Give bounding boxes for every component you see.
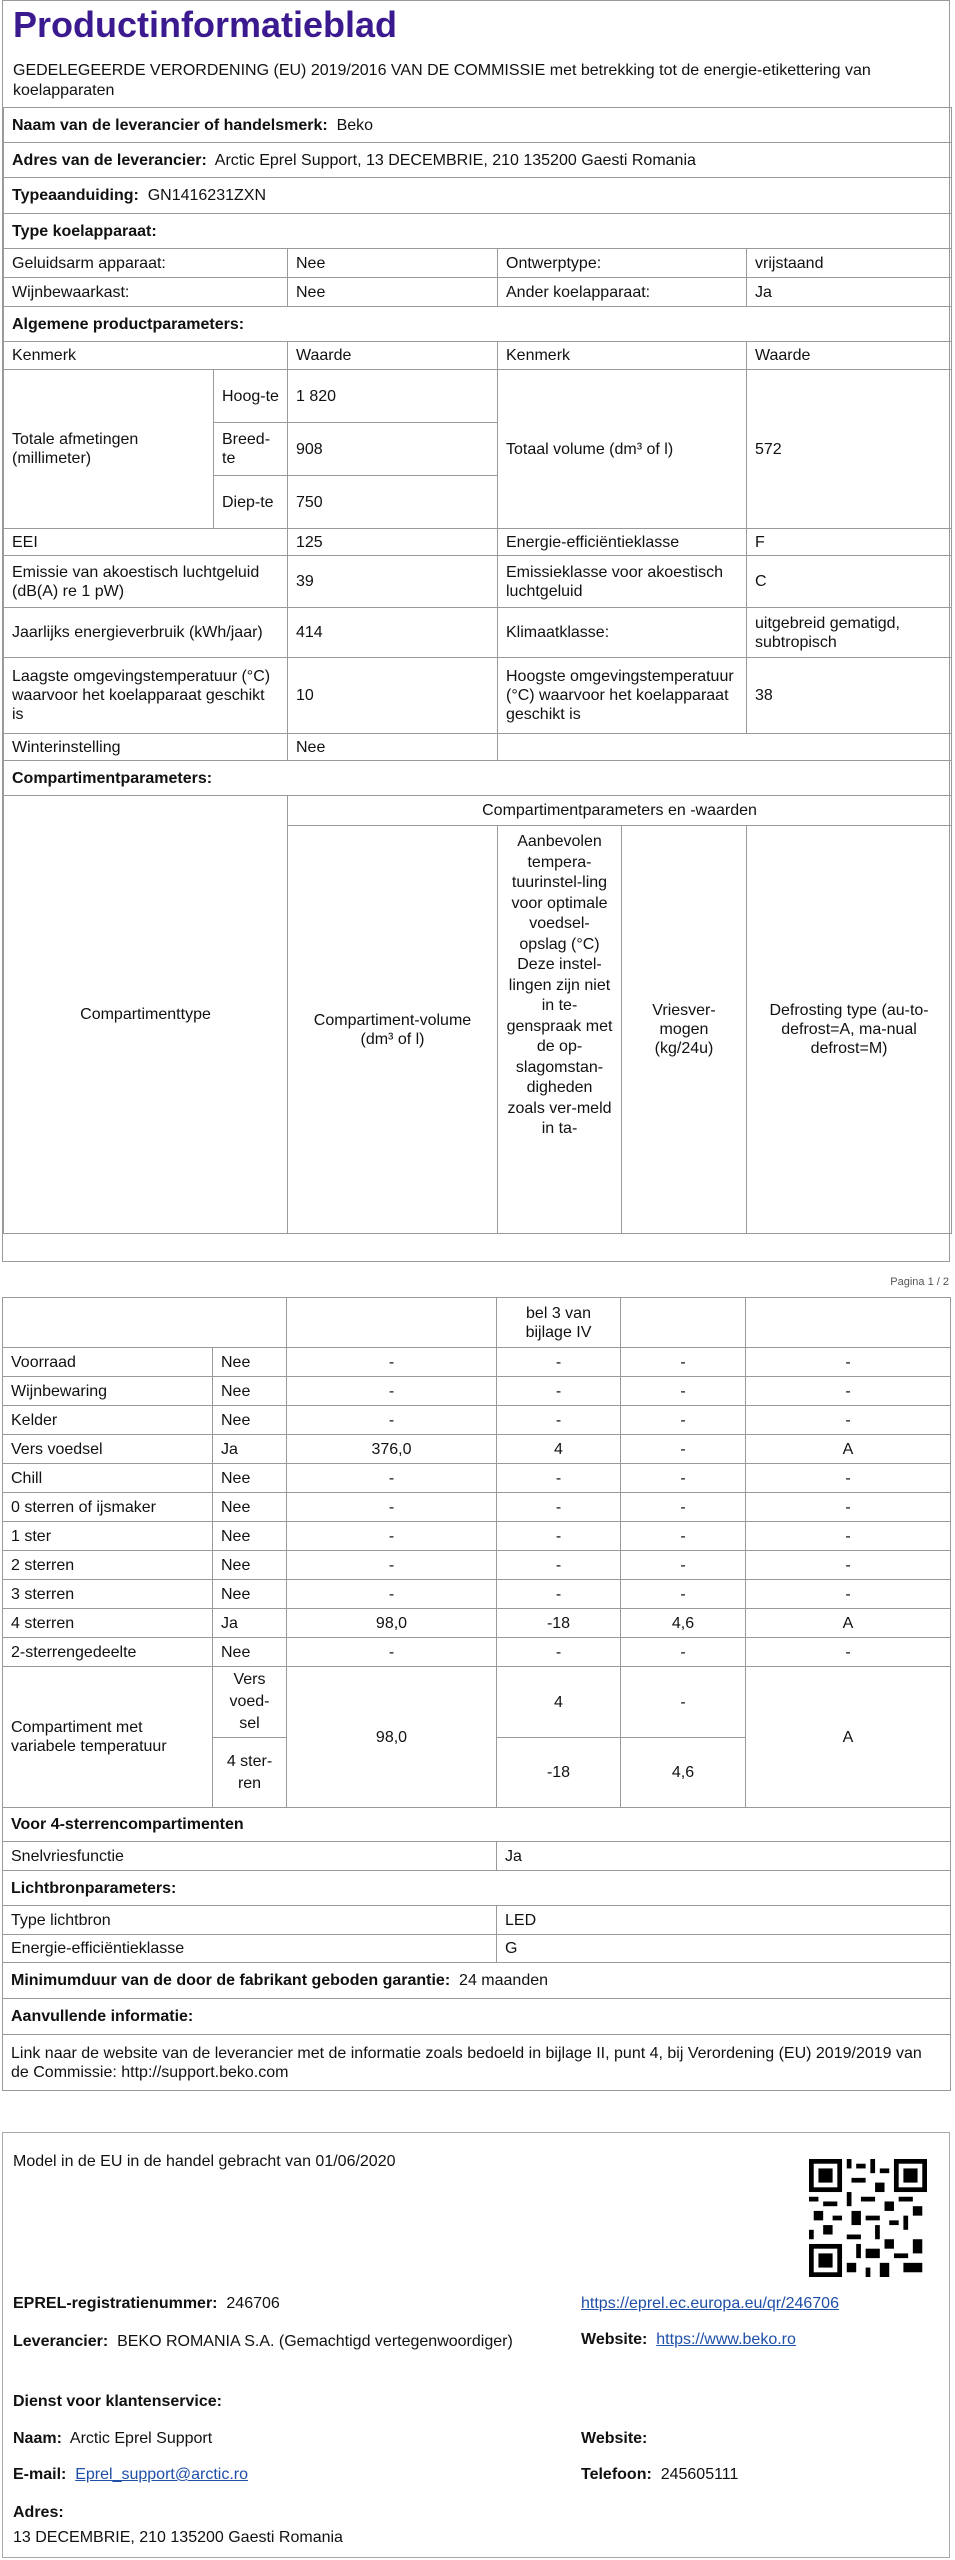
eprel-label: EPREL-registratienummer: xyxy=(13,2295,218,2312)
website-row xyxy=(581,2331,796,2349)
param-key: Laagste omgevingstemperatuur (°C) waarvoor het koelapparaat geschikt is xyxy=(4,658,288,734)
compartment-volume: - xyxy=(287,1377,497,1406)
compartment-defrost: - xyxy=(746,1580,951,1609)
supplier-rep-label: Leverancier: xyxy=(13,2333,109,2350)
qr-code-icon[interactable] xyxy=(809,2159,927,2277)
compartment-freeze: - xyxy=(621,1377,746,1406)
compartment-defrost: - xyxy=(746,1522,951,1551)
page-2 xyxy=(2,2132,950,2558)
type-value: Ja xyxy=(747,278,952,307)
compartment-volume: - xyxy=(287,1348,497,1377)
section-light: Lichtbronparameters: xyxy=(3,1871,951,1906)
address-value: Arctic Eprel Support, 13 DECEMBRIE, 210 135200 Gaesti Romania xyxy=(214,151,696,169)
compartment-temp: - xyxy=(497,1522,621,1551)
compartment-temp: -18 xyxy=(497,1609,621,1638)
customer-service-label: Dienst voor klantenservice: xyxy=(13,2393,222,2410)
recommended-temp-head xyxy=(498,826,622,1234)
model-row xyxy=(4,178,952,214)
compartment-freeze: - xyxy=(621,1638,746,1667)
compartment-volume: 98,0 xyxy=(287,1609,497,1638)
compartment-name: 4 sterren xyxy=(3,1609,213,1638)
warranty-row xyxy=(3,1963,951,1999)
general-head-value: Waarde xyxy=(747,342,952,370)
dimension-name: Breed-te xyxy=(214,423,288,476)
compartment-row xyxy=(3,1638,951,1667)
page-title: Productinformatieblad xyxy=(13,4,398,45)
dimension-value: 750 xyxy=(288,476,498,529)
variable-sub-4star: 4 ster-ren xyxy=(213,1738,287,1808)
compartment-defrost: - xyxy=(746,1406,951,1435)
section-general: Algemene productparameters: xyxy=(4,307,952,342)
compartment-present: Nee xyxy=(213,1551,287,1580)
service-address-label: Adres: xyxy=(13,2504,64,2521)
compartment-volume: - xyxy=(287,1551,497,1580)
type-key: Ontwerptype: xyxy=(498,249,747,278)
service-email-link[interactable]: Eprel_support@arctic.ro xyxy=(75,2466,248,2483)
param-key: Jaarlijks energieverbruik (kWh/jaar) xyxy=(4,608,288,658)
recommended-temp-cont: bel 3 van bijlage IV xyxy=(497,1298,621,1348)
compartment-group-head: Compartimentparameters en -waarden xyxy=(288,796,952,826)
variable-freeze-fresh: - xyxy=(621,1667,746,1738)
compartment-row xyxy=(3,1377,951,1406)
compartment-cont-empty xyxy=(746,1298,951,1348)
compartment-row xyxy=(3,1522,951,1551)
compartment-name: Wijnbewaring xyxy=(3,1377,213,1406)
compartment-present: Ja xyxy=(213,1609,287,1638)
compartment-cont-empty xyxy=(3,1298,287,1348)
eprel-link[interactable]: https://eprel.ec.europa.eu/qr/246706 xyxy=(581,2295,839,2312)
compartment-present: Nee xyxy=(213,1464,287,1493)
compartment-row xyxy=(3,1580,951,1609)
recommended-temp-note: Deze instel-lingen zijn niet in te-genspraak met de op-slagomstan-digheden zoals ver-meld in ta- xyxy=(506,956,613,1137)
service-phone-label: Telefoon: xyxy=(581,2466,652,2483)
compartment-present: Nee xyxy=(213,1522,287,1551)
compartment-volume: - xyxy=(287,1580,497,1609)
compartment-type-head: Compartimenttype xyxy=(4,796,288,1234)
compartment-freeze: - xyxy=(621,1522,746,1551)
compartment-temp: - xyxy=(497,1406,621,1435)
compartment-temp: - xyxy=(497,1464,621,1493)
regulation-subtitle: GEDELEGEERDE VERORDENING (EU) 2019/2016 VAN DE COMMISSIE met betrekking tot de energie-etikettering van koelapparaten xyxy=(13,62,871,99)
type-value: vrijstaand xyxy=(747,249,952,278)
address-row xyxy=(4,143,952,178)
compartment-defrost: - xyxy=(746,1377,951,1406)
param-key: Emissieklasse voor akoestisch luchtgeluid xyxy=(498,556,747,608)
param-value: Nee xyxy=(288,734,498,761)
compartment-name: Vers voedsel xyxy=(3,1435,213,1464)
compartment-temp: - xyxy=(497,1493,621,1522)
compartment-row xyxy=(3,1551,951,1580)
compartment-volume: 376,0 xyxy=(287,1435,497,1464)
section-four-star: Voor 4-sterrencompartimenten xyxy=(3,1808,951,1842)
type-key: Geluidsarm apparaat: xyxy=(4,249,288,278)
compartment-freeze: - xyxy=(621,1580,746,1609)
variable-defrost: A xyxy=(746,1667,951,1808)
param-value: 414 xyxy=(288,608,498,658)
fast-freeze-value: Ja xyxy=(497,1842,951,1871)
compartment-present: Nee xyxy=(213,1638,287,1667)
page-number: Pagina 1 / 2 xyxy=(890,1276,949,1288)
compartment-row xyxy=(3,1493,951,1522)
compartment-volume: - xyxy=(287,1406,497,1435)
param-value: 125 xyxy=(288,529,498,556)
dimension-value: 908 xyxy=(288,423,498,476)
variable-temp-fresh: 4 xyxy=(497,1667,621,1738)
param-value: 38 xyxy=(747,658,952,734)
compartment-cont-empty xyxy=(287,1298,497,1348)
total-volume-label: Totaal volume (dm³ of l) xyxy=(498,370,747,529)
service-phone-value: 245605111 xyxy=(660,2466,739,2483)
service-email-row xyxy=(13,2466,248,2484)
compartment-freeze: - xyxy=(621,1551,746,1580)
compartment-row xyxy=(3,1406,951,1435)
supplier-label: Naam van de leverancier of handelsmerk: xyxy=(12,116,328,134)
param-value: 10 xyxy=(288,658,498,734)
param-key: EEI xyxy=(4,529,288,556)
defrost-type-head: Defrosting type (au-to-defrost=A, ma-nual defrost=M) xyxy=(747,826,952,1234)
dimension-name: Hoog-te xyxy=(214,370,288,423)
supplier-rep-value: BEKO ROMANIA S.A. (Gemachtigd vertegenwoordiger) xyxy=(117,2333,513,2350)
recommended-temp-title: Aanbevolen tempera-tuurinstel-ling voor optimale voedsel-opslag (°C) xyxy=(511,833,608,953)
compartment-freeze: - xyxy=(621,1435,746,1464)
model-value: GN1416231ZXN xyxy=(147,187,266,204)
supplier-row xyxy=(4,108,952,143)
compartment-freeze: - xyxy=(621,1406,746,1435)
general-head-key: Kenmerk xyxy=(498,342,747,370)
param-key: Emissie van akoestisch luchtgeluid (dB(A) re 1 pW) xyxy=(4,556,288,608)
website-link[interactable]: https://www.beko.ro xyxy=(656,2331,796,2348)
compartment-temp: - xyxy=(497,1348,621,1377)
compartment-freeze: - xyxy=(621,1493,746,1522)
service-name-row xyxy=(13,2430,212,2448)
total-volume-value: 572 xyxy=(747,370,952,529)
eprel-value: 246706 xyxy=(226,2295,280,2312)
param-key: Hoogste omgevingstemperatuur (°C) waarvoor het koelapparaat geschikt is xyxy=(498,658,747,734)
compartment-temp: - xyxy=(497,1377,621,1406)
type-value: Nee xyxy=(288,278,498,307)
param-key: Klimaatklasse: xyxy=(498,608,747,658)
light-label: Type lichtbron xyxy=(3,1906,497,1935)
compartment-present: Nee xyxy=(213,1406,287,1435)
section-type: Type koelapparaat: xyxy=(4,214,952,249)
supplier-value: Beko xyxy=(336,116,374,134)
param-value: uitgebreid gematigd, subtropisch xyxy=(747,608,952,658)
variable-volume: 98,0 xyxy=(287,1667,497,1808)
param-key: Energie-efficiëntieklasse xyxy=(498,529,747,556)
param-value: F xyxy=(747,529,952,556)
type-value: Nee xyxy=(288,249,498,278)
compartment-name: 3 sterren xyxy=(3,1580,213,1609)
compartment-name: Chill xyxy=(3,1464,213,1493)
compartment-table xyxy=(2,1297,951,2091)
section-compartment: Compartimentparameters: xyxy=(4,761,952,796)
compartment-continuation xyxy=(2,1297,950,2091)
website-label: Website: xyxy=(581,2331,648,2348)
param-key: Winterinstelling xyxy=(4,734,288,761)
compartment-temp: - xyxy=(497,1580,621,1609)
compartment-volume: - xyxy=(287,1464,497,1493)
dimension-value: 1 820 xyxy=(288,370,498,423)
variable-freeze-4star: 4,6 xyxy=(621,1738,746,1808)
compartment-defrost: - xyxy=(746,1638,951,1667)
param-value: 39 xyxy=(288,556,498,608)
light-value: G xyxy=(497,1935,951,1963)
compartment-volume-head: Compartiment-volume (dm³ of l) xyxy=(288,826,498,1234)
compartment-present: Nee xyxy=(213,1348,287,1377)
compartment-row xyxy=(3,1435,951,1464)
compartment-defrost: - xyxy=(746,1348,951,1377)
compartment-present: Nee xyxy=(213,1377,287,1406)
compartment-temp: 4 xyxy=(497,1435,621,1464)
section-extra: Aanvullende informatie: xyxy=(3,1999,951,2035)
compartment-name: 0 sterren of ijsmaker xyxy=(3,1493,213,1522)
variable-compartment-name: Compartiment met variabele temperatuur xyxy=(3,1667,213,1808)
info-table xyxy=(3,107,952,1234)
light-value: LED xyxy=(497,1906,951,1935)
compartment-present: Nee xyxy=(213,1580,287,1609)
general-head-value: Waarde xyxy=(288,342,498,370)
eprel-row xyxy=(13,2295,280,2313)
compartment-volume: - xyxy=(287,1638,497,1667)
compartment-temp: - xyxy=(497,1638,621,1667)
compartment-row xyxy=(3,1609,951,1638)
compartment-name: Kelder xyxy=(3,1406,213,1435)
compartment-freeze: - xyxy=(621,1464,746,1493)
compartment-cont-empty xyxy=(621,1298,746,1348)
type-key: Wijnbewaarkast: xyxy=(4,278,288,307)
service-name-label: Naam: xyxy=(13,2430,62,2447)
service-address-value: 13 DECEMBRIE, 210 135200 Gaesti Romania xyxy=(13,2529,343,2546)
compartment-defrost: A xyxy=(746,1609,951,1638)
fast-freeze-label: Snelvriesfunctie xyxy=(3,1842,497,1871)
warranty-value: 24 maanden xyxy=(459,1972,549,1989)
compartment-volume: - xyxy=(287,1522,497,1551)
address-label: Adres van de leverancier: xyxy=(12,151,207,169)
service-website-label: Website: xyxy=(581,2430,648,2447)
warranty-label: Minimumduur van de door de fabrikant geboden garantie: xyxy=(11,1972,451,1989)
compartment-defrost: - xyxy=(746,1464,951,1493)
page-1 xyxy=(2,0,950,1262)
compartment-temp: - xyxy=(497,1551,621,1580)
compartment-freeze: - xyxy=(621,1348,746,1377)
supplier-rep-row xyxy=(13,2331,553,2352)
param-empty xyxy=(498,734,952,761)
compartment-name: 2-sterrengedeelte xyxy=(3,1638,213,1667)
type-key: Ander koelapparaat: xyxy=(498,278,747,307)
compartment-defrost: - xyxy=(746,1551,951,1580)
model-label: Typeaanduiding: xyxy=(12,187,139,204)
compartment-name: 1 ster xyxy=(3,1522,213,1551)
extra-info-text: Link naar de website van de leverancier met de informatie zoals bedoeld in bijlage II, punt 4, bij Verordening (EU) 2019/2019 van de Commissie: http://support.beko.com xyxy=(3,2035,951,2091)
param-value: C xyxy=(747,556,952,608)
dimension-name: Diep-te xyxy=(214,476,288,529)
variable-temp-4star: -18 xyxy=(497,1738,621,1808)
compartment-name: 2 sterren xyxy=(3,1551,213,1580)
dimensions-label: Totale afmetingen (millimeter) xyxy=(4,370,214,529)
compartment-freeze: 4,6 xyxy=(621,1609,746,1638)
service-name-value: Arctic Eprel Support xyxy=(69,2430,213,2447)
compartment-volume: - xyxy=(287,1493,497,1522)
variable-sub-fresh: Vers voed-sel xyxy=(213,1667,287,1738)
service-phone-row xyxy=(581,2466,738,2484)
light-label: Energie-efficiëntieklasse xyxy=(3,1935,497,1963)
placed-on-market: Model in de EU in de handel gebracht van 01/06/2020 xyxy=(13,2153,396,2170)
compartment-defrost: A xyxy=(746,1435,951,1464)
general-head-key: Kenmerk xyxy=(4,342,288,370)
freezing-capacity-head: Vriesver-mogen (kg/24u) xyxy=(622,826,747,1234)
compartment-defrost: - xyxy=(746,1493,951,1522)
compartment-present: Nee xyxy=(213,1493,287,1522)
compartment-row xyxy=(3,1348,951,1377)
compartment-name: Voorraad xyxy=(3,1348,213,1377)
service-email-label: E-mail: xyxy=(13,2466,67,2483)
compartment-row xyxy=(3,1464,951,1493)
compartment-present: Ja xyxy=(213,1435,287,1464)
